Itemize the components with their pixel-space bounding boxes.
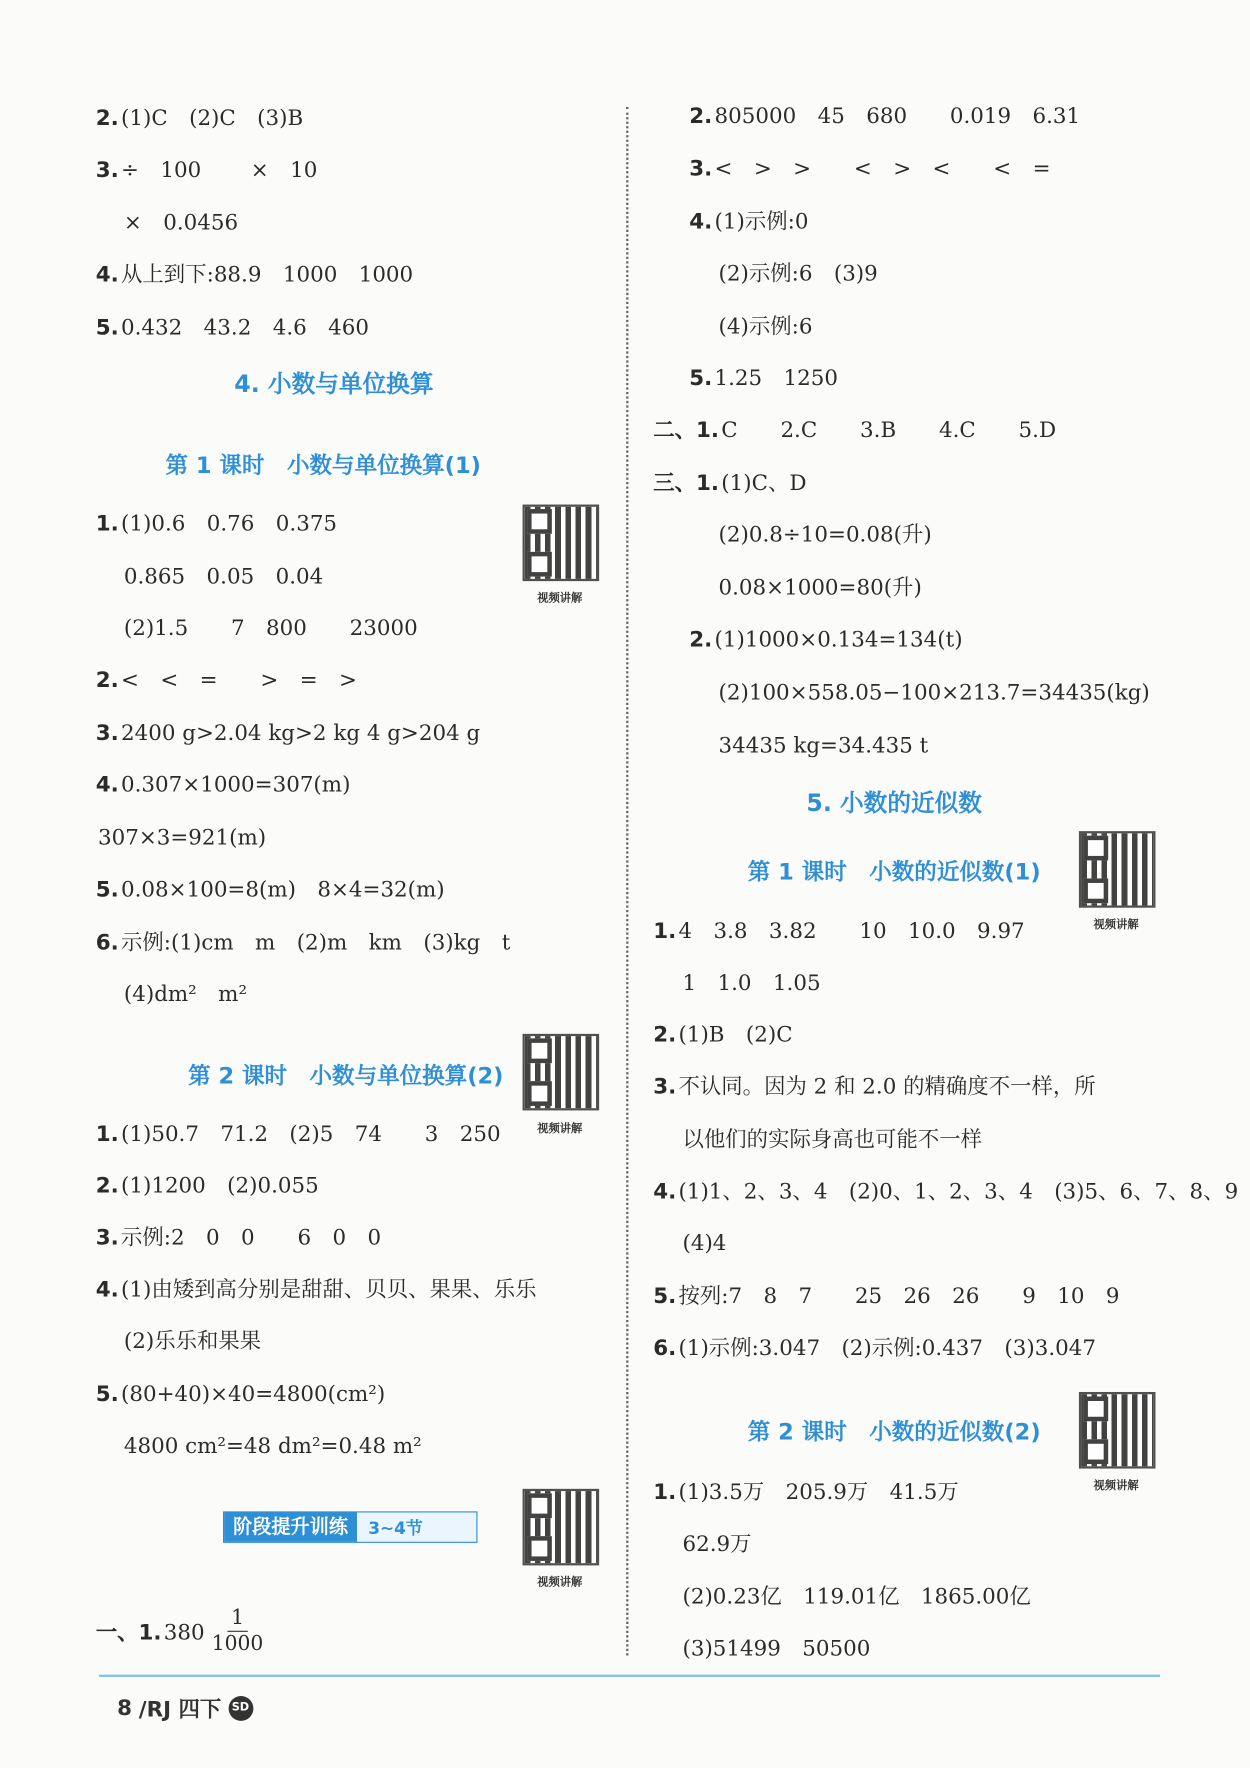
column-divider (626, 107, 628, 1656)
answer-text: 按列:7 8 7 25 26 26 9 10 9 (678, 1283, 1120, 1309)
badge-range: 3~4节 (368, 1517, 423, 1538)
answer-line (653, 470, 806, 497)
item-number: 4. (95, 772, 119, 798)
answer-line (96, 1172, 319, 1199)
answer-text: 0.08×1000=80(升) (718, 575, 922, 601)
qr-code-icon[interactable] (1079, 831, 1156, 908)
answer-line (96, 261, 413, 288)
item-number: 三、1. (653, 470, 720, 496)
item-number: 1. (653, 918, 677, 944)
answer-text: 0.08×100=8(m) 8×4=32(m) (121, 877, 445, 903)
answer-text: ÷ 100 × 10 (121, 157, 318, 183)
answer-line (680, 1126, 982, 1153)
fraction-denominator: 1000 (211, 1631, 264, 1656)
answer-line (716, 679, 1150, 706)
answer-text: (4)dm² m² (123, 982, 248, 1007)
answer-line (653, 1479, 959, 1506)
qr-label: 视频讲解 (537, 1576, 583, 1590)
answer-text: (2)0.23亿 119.01亿 1865.00亿 (682, 1584, 1031, 1610)
item-number: 3. (95, 157, 119, 183)
answer-line (716, 521, 931, 548)
item-number: 5. (95, 1381, 119, 1407)
answer-line (689, 102, 1080, 129)
item-number: 4. (95, 262, 119, 288)
answer-line (96, 105, 303, 132)
answer-text: 805000 45 680 0.019 6.31 (714, 103, 1081, 129)
answer-text: (4)示例:6 (718, 314, 813, 339)
section-heading: 5. 小数的近似数 (806, 789, 982, 817)
answer-line (653, 1178, 1238, 1205)
answer-text: 以他们的实际身高也可能不一样 (682, 1127, 983, 1153)
answer-text: (1)1000×0.134=134(t) (714, 627, 963, 653)
answer-line (96, 824, 266, 851)
answer-text: (1)3.5万 205.9万 41.5万 (678, 1479, 959, 1505)
answer-line (680, 1583, 1031, 1610)
answer-text: 2400 g>2.04 kg>2 kg 4 g>204 g (121, 720, 481, 746)
answer-line (716, 260, 878, 287)
qr-code-icon[interactable] (523, 505, 600, 582)
answer-text: (80+40)×40=4800(cm²) (121, 1381, 386, 1407)
answer-text: (1)由矮到高分别是甜甜、贝贝、果果、乐乐 (121, 1277, 537, 1302)
item-number: 二、1. (653, 417, 720, 443)
answer-line (96, 1381, 385, 1408)
answer-text: (2)乐乐和果果 (123, 1328, 262, 1354)
item-number: 5. (95, 877, 119, 903)
answer-text: (1)C (2)C (3)B (121, 105, 304, 131)
answer-text: 0.865 0.05 0.04 (123, 564, 324, 590)
answer-line (96, 1276, 537, 1303)
item-number: 2. (689, 103, 713, 129)
item-number: 6. (95, 930, 119, 956)
answer-text: (4)4 (682, 1230, 727, 1256)
item-number: 4. (95, 1277, 119, 1302)
answer-line (122, 1328, 262, 1355)
answer-text: (1)B (2)C (678, 1022, 793, 1048)
answer-text: 4 3.8 3.82 10 10.0 9.97 (678, 918, 1025, 944)
answer-line (716, 732, 928, 759)
answer-text: 示例:2 0 0 6 0 0 (121, 1225, 382, 1251)
qr-code-icon[interactable] (523, 1489, 600, 1566)
answer-line (96, 1224, 381, 1251)
answer-line (653, 1335, 1096, 1362)
item-number: 一、1. (95, 1620, 162, 1646)
answer-text: (2)0.8÷10=0.08(升) (718, 522, 932, 548)
answer-text: 不认同。因为 2 和 2.0 的精确度不一样，所 (678, 1074, 1096, 1100)
answer-line (716, 574, 922, 601)
item-number: 3. (95, 720, 119, 746)
answer-line (122, 209, 238, 236)
answer-text: 0.432 43.2 4.6 460 (121, 315, 369, 341)
section-heading: 4. 小数与单位换算 (234, 370, 434, 398)
answer-line (96, 876, 445, 903)
qr-label: 视频讲解 (1093, 1479, 1139, 1493)
answer-line (716, 313, 812, 340)
answer-text: (1)示例:0 (714, 209, 809, 235)
qr-label: 视频讲解 (537, 1122, 583, 1136)
answer-text: 1 1.0 1.05 (682, 970, 821, 996)
answer-text: (2)1.5 7 800 23000 (123, 616, 418, 641)
item-number: 2. (653, 1022, 677, 1048)
qr-code-icon[interactable] (523, 1034, 600, 1111)
answer-text: (1)1200 (2)0.055 (121, 1173, 319, 1199)
answer-line (680, 970, 820, 997)
item-number: 5. (653, 1283, 677, 1309)
qr-label: 视频讲解 (1093, 918, 1139, 932)
answer-text: 380 (163, 1620, 205, 1646)
item-number: 1. (95, 511, 119, 537)
answer-line (680, 1635, 870, 1662)
answer-line (653, 1073, 1096, 1100)
answer-text: 示例:(1)cm m (2)m km (3)kg t (121, 930, 511, 956)
item-number: 3. (653, 1074, 677, 1100)
answer-line (689, 208, 808, 235)
answer-line (680, 1230, 726, 1257)
qr-label: 视频讲解 (537, 592, 583, 605)
item-number: 1. (653, 1479, 677, 1505)
answer-line (680, 1531, 751, 1558)
answer-text: 307×3=921(m) (97, 825, 267, 851)
answer-line (96, 510, 337, 537)
answer-line (122, 563, 324, 590)
answer-text: C 2.C 3.B 4.C 5.D (721, 417, 1057, 443)
answer-line (96, 157, 318, 184)
item-number: 4. (689, 209, 713, 235)
answer-line (689, 365, 838, 392)
answer-line (122, 615, 418, 642)
item-number: 6. (653, 1335, 677, 1361)
answer-line (653, 1021, 792, 1048)
answer-text: < > > < > < < = (714, 156, 1051, 182)
answer-text: (3)51499 50500 (682, 1636, 871, 1662)
item-number: 4. (653, 1179, 677, 1204)
page-number: 8 (117, 1695, 133, 1721)
answer-line (653, 1283, 1119, 1310)
qr-code-icon[interactable] (1079, 1392, 1156, 1469)
item-number: 3. (95, 1225, 119, 1251)
answer-text: (1)1、2、3、4 (2)0、1、2、3、4 (3)5、6、7、8、9 (678, 1179, 1239, 1204)
answer-text: 0.307×1000=307(m) (121, 772, 351, 798)
lesson-heading: 第 1 课时 小数的近似数(1) (747, 858, 1041, 886)
answer-text: (1)0.6 0.76 0.375 (121, 511, 338, 537)
stage-training-badge (223, 1511, 478, 1543)
answer-line (96, 1619, 205, 1646)
answer-text: (1)50.7 71.2 (2)5 74 3 250 (121, 1121, 501, 1147)
answer-text: (2)100×558.05−100×213.7=34435(kg) (718, 680, 1150, 706)
item-number: 2. (689, 627, 713, 653)
answer-text: 1.25 1250 (714, 366, 839, 391)
answer-line (653, 918, 1024, 945)
item-number: 2. (95, 105, 119, 131)
answer-text: 62.9万 (682, 1531, 752, 1557)
answer-line (122, 981, 247, 1008)
answer-text: × 0.0456 (123, 210, 239, 236)
fraction-numerator: 1 (228, 1606, 248, 1632)
answer-line (96, 771, 351, 798)
lesson-heading: 第 1 课时 小数与单位换算(1) (165, 451, 481, 479)
answer-line (96, 929, 511, 956)
answer-line (96, 1121, 501, 1148)
item-number: 2. (95, 667, 119, 693)
item-number: 3. (689, 156, 713, 182)
answer-text: 从上到下:88.9 1000 1000 (121, 262, 414, 288)
item-number: 5. (95, 315, 119, 341)
answer-line (653, 417, 1056, 444)
answer-line (122, 1433, 422, 1460)
publisher-logo-icon: SD (228, 1695, 253, 1720)
lesson-heading: 第 2 课时 小数的近似数(2) (747, 1417, 1041, 1445)
item-number: 1. (95, 1121, 119, 1147)
answer-text: (1)示例:3.047 (2)示例:0.437 (3)3.047 (678, 1335, 1097, 1361)
answer-line (689, 155, 1050, 182)
lesson-heading: 第 2 课时 小数与单位换算(2) (188, 1062, 504, 1090)
footer-rule (99, 1675, 1160, 1677)
answer-text: 34435 kg=34.435 t (718, 733, 929, 758)
answer-line (689, 626, 962, 653)
answer-text: (2)示例:6 (3)9 (718, 261, 878, 287)
edition-label: /RJ 四下 (138, 1697, 222, 1722)
answer-text: (1)C、D (721, 470, 807, 496)
answer-text: < < = > = > (121, 667, 357, 693)
page-footer (117, 1693, 253, 1723)
answer-line (96, 314, 369, 341)
item-number: 5. (689, 366, 713, 391)
item-number: 2. (95, 1173, 119, 1199)
answer-text: 4800 cm²=48 dm²=0.48 m² (123, 1433, 422, 1459)
fraction (212, 1606, 264, 1657)
answer-line (96, 720, 480, 747)
badge-label: 阶段提升训练 (224, 1512, 357, 1541)
answer-line (96, 667, 357, 694)
